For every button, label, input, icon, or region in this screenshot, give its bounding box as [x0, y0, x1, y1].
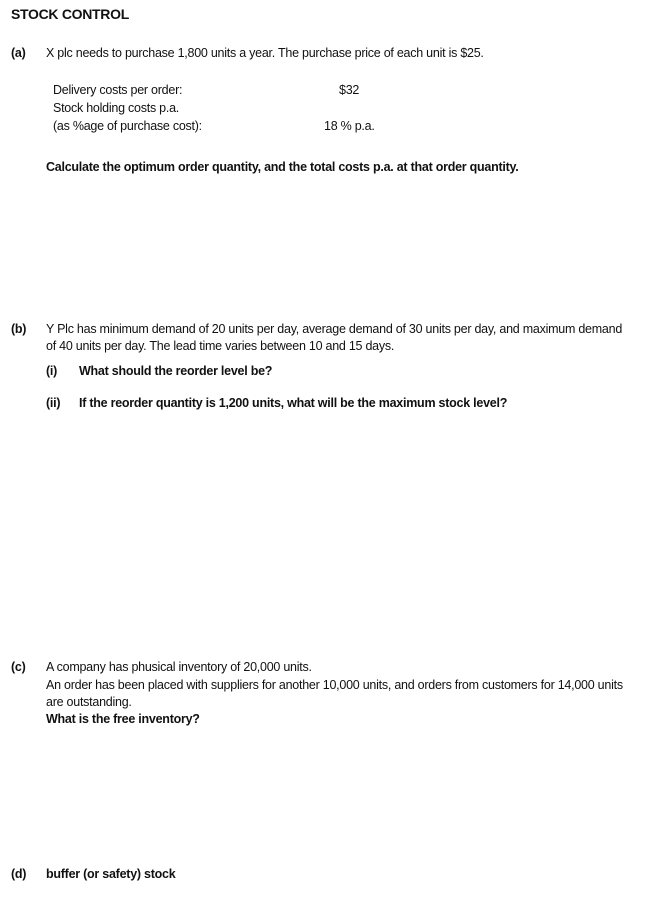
delivery-costs-value: $32 — [339, 83, 360, 97]
holding-costs-label: Stock holding costs p.a. — [53, 101, 180, 115]
section-d-label: (d) — [11, 867, 27, 881]
section-a-intro: X plc needs to purchase 1,800 units a year. The purchase price of each unit is $25. — [46, 46, 484, 60]
page-title: STOCK CONTROL — [11, 6, 129, 22]
section-b-i-question: What should the reorder level be? — [79, 364, 273, 378]
section-b-label: (b) — [11, 322, 27, 336]
section-a-label: (a) — [11, 46, 26, 60]
section-c-line3: are outstanding. — [46, 695, 132, 709]
holding-costs-basis-label: (as %age of purchase cost): — [53, 119, 202, 133]
section-b-intro-line1: Y Plc has minimum demand of 20 units per day, average demand of 30 units per day, and maximum demand — [46, 322, 623, 336]
section-c-line2: An order has been placed with suppliers for another 10,000 units, and orders from customers for 14,000 units — [46, 678, 623, 692]
section-c-label: (c) — [11, 660, 26, 674]
section-b-intro-line2: of 40 units per day. The lead time varies between 10 and 15 days. — [46, 339, 395, 353]
section-b-ii-question: If the reorder quantity is 1,200 units, what will be the maximum stock level? — [79, 396, 508, 410]
section-b-i-label: (i) — [46, 364, 58, 378]
section-c-line1: A company has phusical inventory of 20,000 units. — [46, 660, 312, 674]
section-d-text: buffer (or safety) stock — [46, 867, 176, 881]
section-c-question: What is the free inventory? — [46, 712, 200, 726]
holding-costs-value: 18 % p.a. — [324, 119, 375, 133]
section-b-ii-label: (ii) — [46, 396, 61, 410]
delivery-costs-label: Delivery costs per order: — [53, 83, 183, 97]
section-a-question: Calculate the optimum order quantity, and the total costs p.a. at that order quantity. — [46, 160, 519, 174]
